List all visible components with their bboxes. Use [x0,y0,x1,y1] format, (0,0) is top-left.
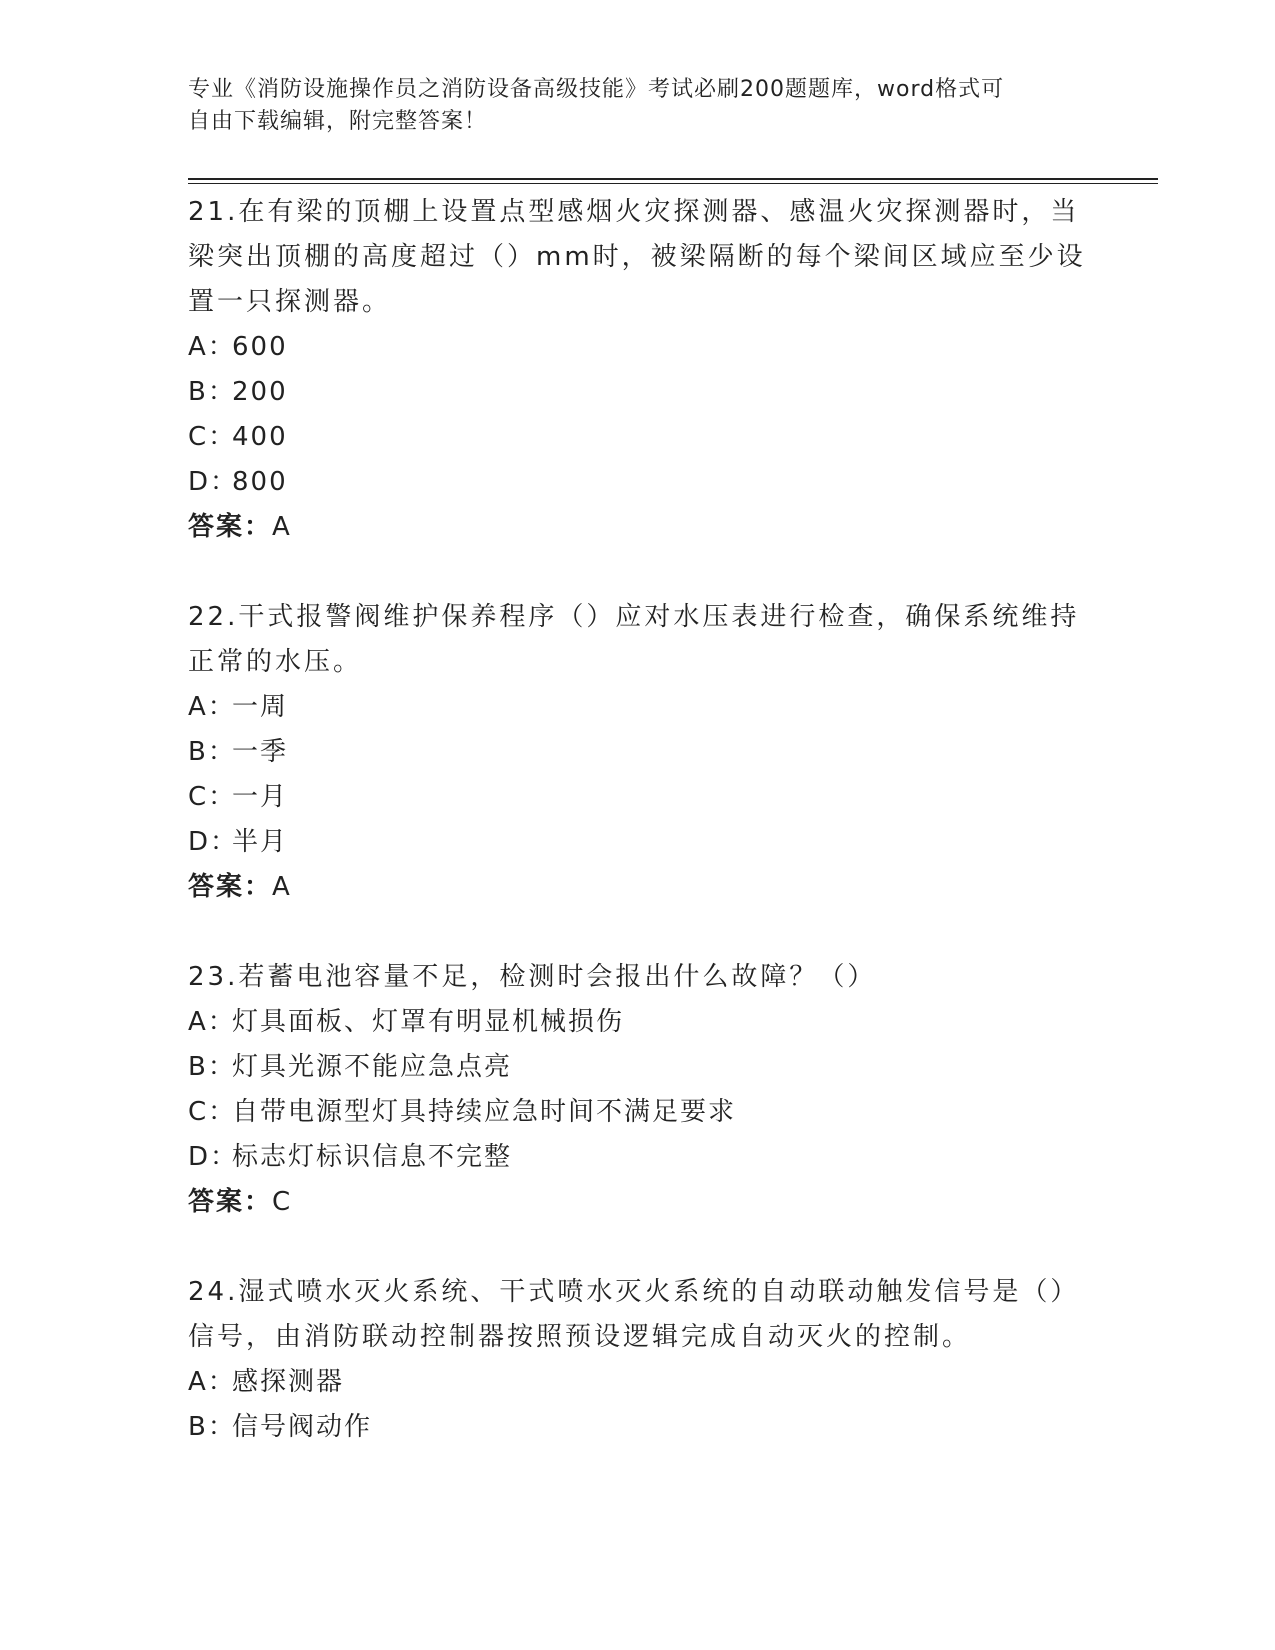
option-c [188,415,1088,460]
header-line-1: 专业《消防设施操作员之消防设备高级技能》考试必刷200题题库，word格式可 [188,77,1005,102]
option-key: C： [188,1097,237,1127]
question-spacer [188,550,1088,595]
answer-label: 答案： [188,872,273,902]
option-key: A： [188,332,236,362]
option-a [188,685,1088,730]
question-stem-line: 22.干式报警阀维护保养程序（）应对水压表进行检查，确保系统维持 [188,602,1080,632]
answer-label: 答案： [188,512,273,542]
option-key: B： [188,737,236,767]
question-stem-line: 梁突出顶棚的高度超过（）mm时，被梁隔断的每个梁间区域应至少设 [188,242,1086,272]
question-spacer [188,1225,1088,1270]
option-text: 自带电源型灯具持续应急时间不满足要求 [232,1097,737,1127]
answer-label: 答案： [188,1187,273,1217]
question-stem-line: 23.若蓄电池容量不足，检测时会报出什么故障？（） [188,962,877,992]
question-22 [188,595,1088,910]
option-text: 一月 [232,782,289,812]
option-d [188,460,1088,505]
question-stem-line: 21.在有梁的顶棚上设置点型感烟火灾探测器、感温火灾探测器时，当 [188,197,1080,227]
option-text: 感探测器 [232,1367,345,1397]
option-key: D： [188,1142,239,1172]
option-text: 200 [232,377,288,407]
option-text: 一周 [232,692,289,722]
option-key: A： [188,1007,236,1037]
header-divider-thin [188,183,1158,184]
question-24 [188,1270,1088,1450]
option-key: A： [188,692,236,722]
header-divider-thick [188,178,1158,180]
option-a [188,1360,1088,1405]
option-text: 信号阀动作 [232,1412,373,1442]
option-key: B： [188,1412,236,1442]
answer-line [188,505,1088,550]
question-23 [188,955,1088,1225]
option-a [188,325,1088,370]
option-text: 标志灯标识信息不完整 [232,1142,513,1172]
option-d [188,820,1088,865]
option-c [188,1090,1088,1135]
question-list [188,190,1088,1450]
question-spacer [188,910,1088,955]
option-b [188,1405,1088,1450]
answer-line [188,865,1088,910]
question-21 [188,190,1088,550]
option-text: 一季 [232,737,289,767]
option-key: A： [188,1367,236,1397]
question-stem-line: 信号，由消防联动控制器按照预设逻辑完成自动灭火的控制。 [188,1322,972,1352]
header-line-2: 自由下载编辑，附完整答案！ [188,109,488,134]
document-header [188,74,1068,138]
option-b [188,370,1088,415]
option-key: D： [188,827,239,857]
option-key: C： [188,422,237,452]
question-stem-line: 置一只探测器。 [188,287,392,317]
option-b [188,730,1088,775]
option-d [188,1135,1088,1180]
option-key: D： [188,467,239,497]
option-a [188,1000,1088,1045]
option-c [188,775,1088,820]
question-stem-line: 24.湿式喷水灭火系统、干式喷水灭火系统的自动联动触发信号是（） [188,1277,1080,1307]
answer-value: A [272,512,292,542]
answer-value: A [272,872,292,902]
option-text: 灯具面板、灯罩有明显机械损伤 [232,1007,625,1037]
option-text: 800 [232,467,288,497]
option-text: 600 [232,332,288,362]
question-stem-line: 正常的水压。 [188,647,363,677]
answer-value: C [272,1187,293,1217]
option-key: B： [188,377,236,407]
option-key: C： [188,782,237,812]
option-text: 400 [232,422,288,452]
answer-line [188,1180,1088,1225]
option-text: 灯具光源不能应急点亮 [232,1052,513,1082]
option-key: B： [188,1052,236,1082]
option-b [188,1045,1088,1090]
option-text: 半月 [232,827,289,857]
